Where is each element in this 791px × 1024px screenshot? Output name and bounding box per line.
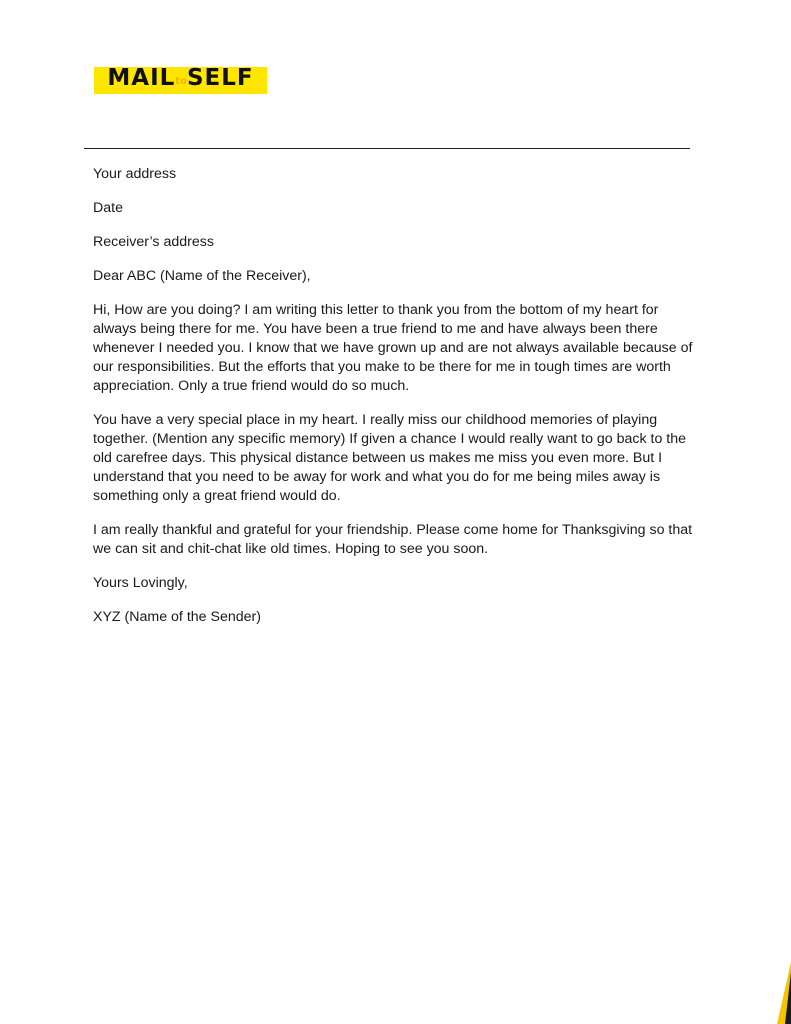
closing: Yours Lovingly, [93, 575, 188, 591]
paragraph-2: You have a very special place in my heart. I really miss our childhood memories of playing together. (Mention any specific memory) If given a chance I would really want to go back to the old carefree days. This physical distance between us makes me miss you even more. But I understand that you need to be away for work and what you do for me being miles away is something only a great friend would do. [93, 412, 687, 504]
sender-address: Your address [93, 166, 177, 182]
corner-decoration [771, 962, 791, 1024]
logo-word-mail: MAIL [107, 67, 176, 91]
receiver-address: Receiver’s address [93, 234, 214, 250]
logo-text [107, 67, 253, 94]
letter-date: Date [93, 200, 123, 216]
mailtoself-logo [94, 67, 267, 94]
header-divider [84, 148, 690, 149]
paragraph-1: Hi, How are you doing? I am writing this letter to thank you from the bottom of my heart for always being there for me. You have been a true friend to me and have always been there whenever I needed you. I know that we have grown up and are not always available because of our responsibilities. But the efforts that you make to be there for me in tough times are worth appreciation. Only a true friend would do so much. [93, 302, 693, 394]
logo-word-to: to [175, 76, 187, 87]
paragraph-3: I am really thankful and grateful for your friendship. Please come home for Thanksgiving so that we can sit and chit-chat like old times. Hoping to see you soon. [93, 522, 693, 557]
signature: XYZ (Name of the Sender) [93, 609, 261, 625]
salutation: Dear ABC (Name of the Receiver), [93, 268, 311, 284]
letter-body [93, 165, 703, 642]
logo-word-self: SELF [186, 67, 254, 91]
